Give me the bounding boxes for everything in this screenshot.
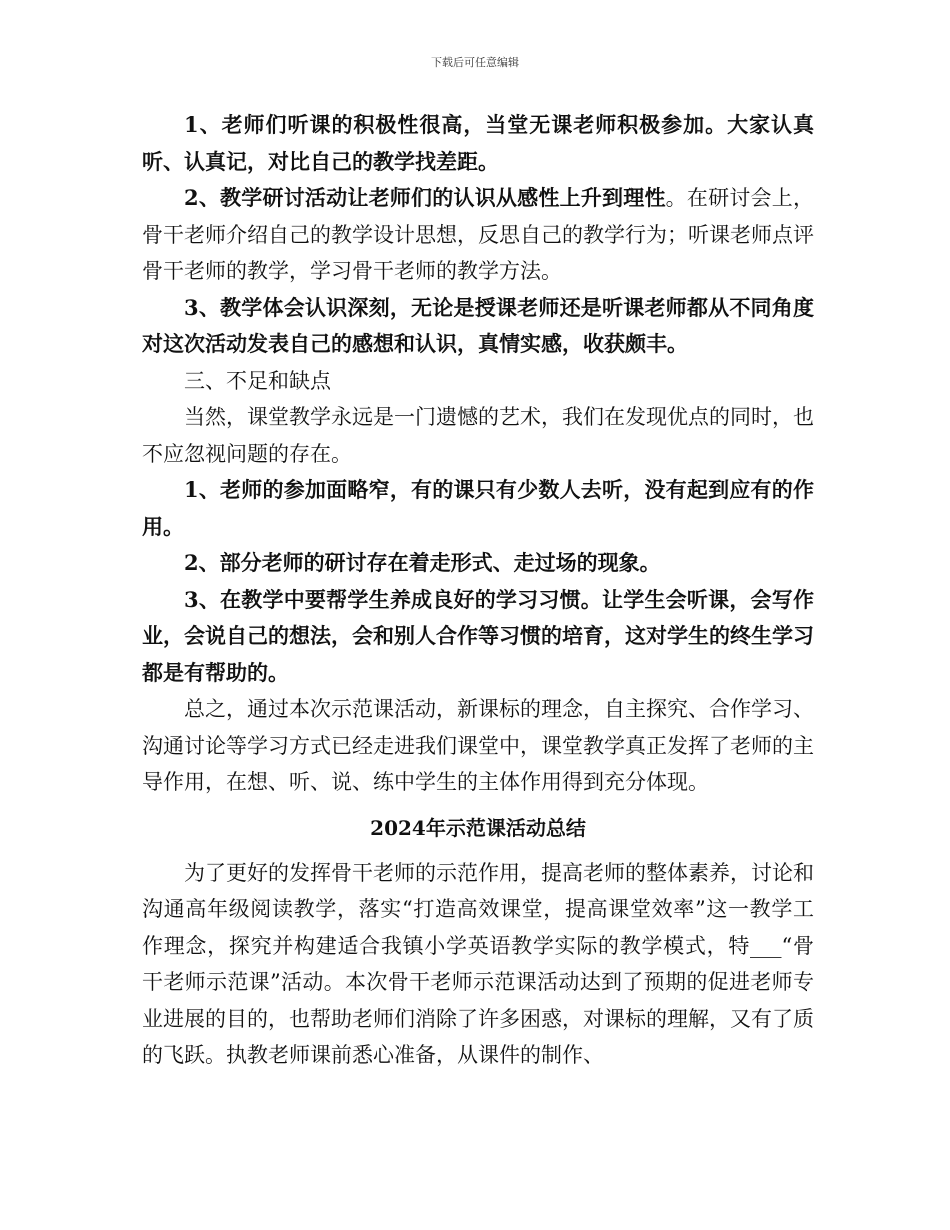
section-heading-shortcomings: 三、不足和缺点: [184, 368, 331, 393]
paragraph-shortcoming-1: 1、老师的参加面略窄，有的课只有少数人去听，没有起到应有的作用。: [142, 477, 814, 539]
paragraph-point-1: 1、老师们听课的积极性很高，当堂无课老师积极参加。大家认真听、认真记，对比自己的教学找差距。: [142, 112, 814, 174]
paragraph-point-2-rest: 。在研讨会上，骨干老师介绍自己的教学设计思想，反思自己的教学行为；听课老师点评骨干老师的教学，学习骨干老师的教学方法。: [142, 186, 814, 283]
document-body: [142, 107, 814, 1074]
paragraph-shortcoming-2: 2、部分老师的研讨存在着走形式、走过场的现象。: [184, 550, 661, 575]
page-header: 下载后可任意编辑: [431, 56, 519, 69]
paragraph-intro-shortcomings: 当然，课堂教学永远是一门遗憾的艺术，我们在发现优点的同时，也不应忽视问题的存在。: [142, 405, 814, 466]
section-title: 2024年示范课活动总结: [370, 815, 586, 840]
paragraph-point-2: [142, 180, 814, 290]
paragraph-summary-intro: 为了更好的发挥骨干老师的示范作用，提高老师的整体素养，讨论和沟通高年级阅读教学，落实“打造高效课堂，提高课堂效率”这一教学工作理念，探究并构建适合我镇小学英语教学实际的教学模式，特___“骨干老师示范课”活动。本次骨干老师示范课活动达到了预期的促进老师专业进展的目的，也帮助老师们消除了许多困惑，对课标的理解，又有了质的飞跃。执教老师课前悉心准备，从课件的制作、: [142, 860, 814, 1067]
paragraph-shortcoming-3: 3、在教学中要帮学生养成良好的学习习惯。让学生会听课，会写作业，会说自己的想法，会和别人合作等习惯的培育，这对学生的终生学习都是有帮助的。: [142, 586, 814, 685]
paragraph-conclusion: 总之，通过本次示范课活动，新课标的理念，自主探究、合作学习、沟通讨论等学习方式已经走进我们课堂中，课堂教学真正发挥了老师的主导作用，在想、听、说、练中学生的主体作用得到充分体现。: [142, 697, 814, 794]
paragraph-point-2-bold: 2、教学研讨活动让老师们的认识从感性上升到理性: [184, 185, 666, 210]
paragraph-point-3: 3、教学体会认识深刻，无论是授课老师还是听课老师都从不同角度对这次活动发表自己的感想和认识，真情实感，收获颇丰。: [142, 294, 814, 356]
